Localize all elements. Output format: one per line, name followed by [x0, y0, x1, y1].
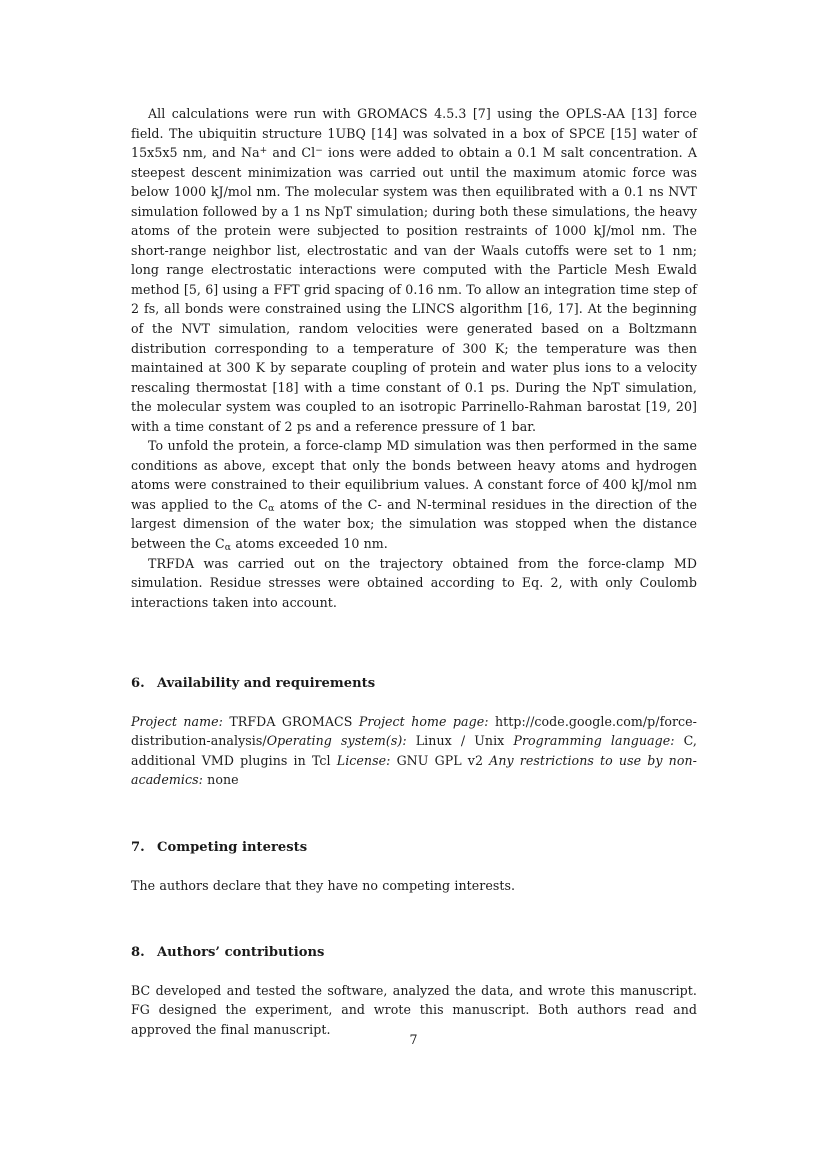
section-heading-availability [131, 674, 697, 694]
paragraph-authors-contributions: BC developed and tested the software, analyzed the data, and wrote this manuscript. FG designed the experiment, and wrote this manuscript. Both authors read and approved the final manuscript. [131, 982, 697, 1037]
paragraph-competing-interests: The authors declare that they have no competing interests. [131, 877, 516, 893]
section-title-competing-interests: Competing interests [157, 839, 308, 855]
paragraph-availability-fields [131, 712, 697, 790]
value-license: GNU GPL v2 [396, 752, 484, 768]
label-project-name: Project name: [131, 713, 223, 729]
label-project-home-page: Project home page: [358, 713, 489, 729]
value-operating-system: Linux / Unix [415, 733, 505, 749]
value-project-name: TRFDA GROMACS [229, 713, 353, 729]
label-license: License: [336, 752, 391, 768]
spacer-before-authors-contributions-section [131, 895, 697, 943]
page-text-block [131, 104, 697, 1039]
paragraph-trfda: TRFDA was carried out on the trajectory obtained from the force-clamp MD simulation. Residue stresses were obtained according to Eq. 2, with only Coulomb interactions taken into account. [131, 555, 697, 610]
section-number-authors-contributions: 8. [131, 945, 145, 961]
section-number-availability: 6. [131, 676, 145, 692]
sodium-charge-superscript: + [259, 146, 268, 157]
paragraph-force-clamp-text-part3: atoms exceeded 10 nm. [231, 536, 388, 552]
value-project-home-page: http://code.google.com/p/force-distribution-analysis/ [131, 713, 698, 749]
paragraph-simulation-setup [131, 104, 697, 436]
section-title-authors-contributions: Authors’ contributions [157, 945, 325, 961]
label-restrictions: Any restrictions to use by non-academics: [131, 752, 697, 788]
section-number-competing-interests: 7. [131, 839, 145, 855]
paragraph-force-clamp [131, 436, 697, 553]
paragraph-simulation-setup-text-part1: All calculations were run with GROMACS 4.5.3 [7] using the OPLS-AA [13] force field. The ubiquitin structure 1UBQ [14] was solvated in a box of SPCE [15] water of 15x5x5 nm, and Na [131, 106, 697, 161]
label-programming-language: Programming language: [513, 733, 675, 749]
c-alpha-subscript-first: α [268, 502, 275, 514]
spacer-after-competing-interests-heading [131, 858, 697, 876]
section-title-availability: Availability and requirements [157, 676, 376, 692]
value-restrictions: none [207, 772, 239, 788]
c-alpha-subscript-second: α [224, 542, 232, 554]
paragraph-simulation-setup-text-part3: ions were added to obtain a 0.1 M salt concentration. A steepest descent minimization was carried out until the maximum atomic force was below 1000 kJ/mol nm. The molecular system was then equilibrated with a 0.1 ns NVT simulation followed by a 1 ns NpT simulation; during both these simulations, the heavy atoms of the protein were subjected to position restraints of 1000 kJ/mol nm. The short-range neighbor list, electrostatic and van der Waals cutoffs were set to 1 nm; long range electrostatic interactions were computed with the Particle Mesh Ewald method [5, 6] using a FFT grid spacing of 0.16 nm. To allow an integration time step of 2 fs, all bonds were constrained using the LINCS algorithm [16, 17]. At the beginning of the NVT simulation, random velocities were generated based on a Boltzmann distribution corresponding to a temperature of 300 K; the temperature was then maintained at 300 K by separate coupling of protein and water plus ions to a velocity rescaling thermostat [18] with a time constant of 0.1 ps. During the NpT simulation, the molecular system was coupled to an isotropic Parrinello-Rahman barostat [19, 20] with a time constant of 2 ps and a reference pressure of 1 bar. [131, 145, 697, 434]
spacer-before-competing-interests-section [131, 790, 697, 838]
paragraph-simulation-setup-text-part2: and Cl [267, 145, 316, 161]
spacer-after-availability-heading [131, 694, 697, 712]
spacer-after-authors-contributions-heading [131, 963, 697, 981]
spacer-before-availability-section [131, 612, 697, 674]
label-operating-system: Operating system(s): [266, 733, 407, 749]
section-heading-authors-contributions [131, 943, 697, 963]
section-heading-competing-interests [131, 838, 697, 858]
chloride-charge-superscript: − [315, 146, 323, 157]
paragraph-force-clamp-text-part1: To unfold the protein, a force-clamp MD simulation was then performed in the same conditions as above, except that only the bonds between heavy atoms and hydrogen atoms were constrained to their equilibrium values. A constant force of 400 kJ/mol nm was applied to the C [131, 438, 697, 512]
value-programming-language: C, additional VMD plugins in Tcl [131, 733, 697, 768]
paragraph-force-clamp-text-part2: atoms of the C- and N-terminal residues in the direction of the largest dimension of the water box; the simulation was stopped when the distance between the C [131, 496, 698, 552]
page-number: 7 [409, 1032, 418, 1047]
